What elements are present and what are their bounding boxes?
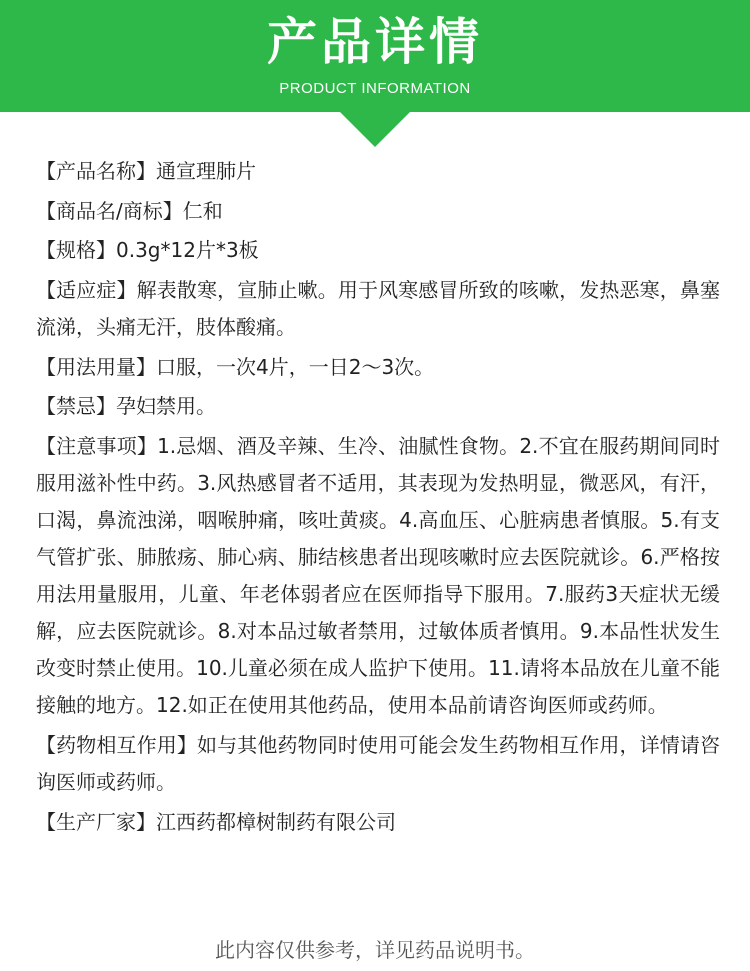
entry-interactions [36,727,720,801]
entry-text: 江西药都樟树制药有限公司 [156,809,396,834]
entry-text: 解表散寒，宣肺止嗽。用于风寒感冒所致的咳嗽，发热恶寒，鼻塞流涕，头痛无汗，肢体酸痛。 [36,278,721,340]
entry-text: 0.3g*12片*3板 [116,238,259,263]
entry-label: 【规格】 [36,238,116,263]
entry-label: 【药物相互作用】 [36,732,197,757]
entry-contraindications [36,388,720,425]
entry-specification [36,232,720,269]
header-banner [0,0,750,112]
entry-indications [36,272,720,346]
banner-pointer [339,111,411,147]
entry-label: 【注意事项】 [36,434,158,459]
entry-text: 1.忌烟、酒及辛辣、生冷、油腻性食物。2.不宜在服药期间同时服用滋补性中药。3.风热感冒者不适用，其表现为发热明显，微恶风，有汗，口渴，鼻流浊涕，咽喉肿痛，咳吐黄痰。4.高血压、心脏病患者慎服。5.有支气管扩张、肺脓疡、肺心病、肺结核患者出现咳嗽时应去医院就诊。6.严格按用法用量服用，儿童、年老体弱者应在医师指导下服用。7.服药3天症状无缓解，应去医院就诊。8.对本品过敏者禁用，过敏体质者慎用。9.本品性状发生改变时禁止使用。10.儿童必须在成人监护下使用。11.请将本品放在儿童不能接触的地方。12.如正在使用其他药品，使用本品前请咨询医师或药师。 [36,434,720,718]
entry-label: 【禁忌】 [36,394,116,419]
entry-label: 【用法用量】 [36,354,156,379]
footer-note: 此内容仅供参考，详见药品说明书。 [215,938,535,962]
entry-brand [36,193,720,230]
entry-label: 【商品名/商标】 [36,198,183,223]
entry-manufacturer [36,804,720,841]
entry-label: 【产品名称】 [36,159,156,183]
entry-text: 口服，一次4片，一日2～3次。 [156,354,435,379]
page-title: 产品详情 [267,13,483,71]
entry-label: 【适应症】 [36,278,137,303]
entry-precautions [36,428,720,724]
entry-product-name [36,153,720,190]
page-subtitle: PRODUCT INFORMATION [279,80,471,97]
entry-dosage [36,349,720,386]
entry-text: 如与其他药物同时使用可能会发生药物相互作用，详情请咨询医师或药师。 [36,732,721,794]
entry-text: 孕妇禁用。 [116,394,216,419]
entry-label: 【生产厂家】 [36,809,156,834]
product-info-list [36,153,720,843]
entry-text: 通宣理肺片 [156,159,256,183]
entry-text: 仁和 [182,198,223,223]
